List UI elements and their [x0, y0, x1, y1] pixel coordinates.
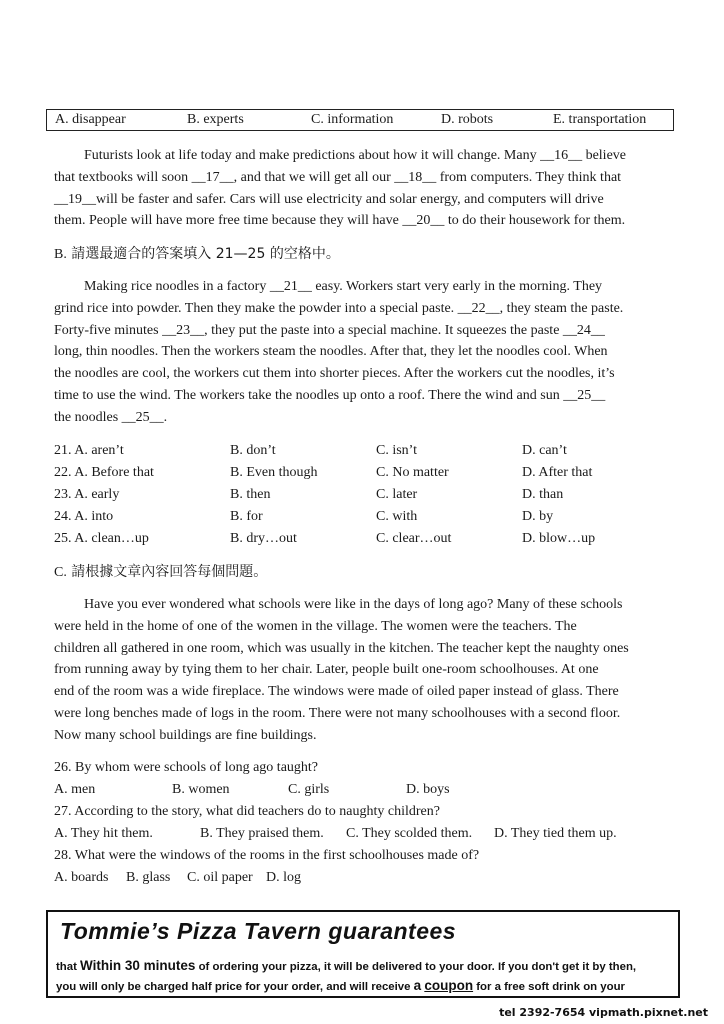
passage-schools-long-ago: [54, 594, 668, 747]
ad-text: you will only be charged half price for your order, and will receive: [56, 981, 414, 993]
option-d: D. can’t: [522, 443, 567, 458]
question-28: 28. What were the windows of the rooms in the first schoolhouses made of?: [54, 848, 480, 863]
question-27-options: [54, 823, 664, 845]
ad-emphasis: Within 30 minutes: [80, 958, 196, 973]
option-c: C. isn’t: [376, 443, 417, 458]
option-c: C. later: [376, 487, 418, 502]
ad-line-2: [56, 978, 625, 993]
pizza-ad-box: [46, 910, 680, 998]
word-bank-option-c: C. information: [311, 112, 394, 127]
passage-line: the noodles __25__.: [54, 409, 168, 425]
option-d: D. After that: [522, 465, 593, 480]
q26-option-b: B. women: [172, 782, 230, 797]
q28-option-a: A. boards: [54, 870, 109, 885]
option-a: 22. A. Before that: [54, 465, 154, 480]
q28-option-d: D. log: [266, 870, 301, 885]
passage-line: children all gathered in one room, which was usually in the kitchen. The teacher kept the naughty ones: [54, 640, 629, 656]
passage-line: __19__will be faster and safer. Cars will use electricity and solar energy, and computers will drive: [54, 191, 604, 207]
q28-option-b: B. glass: [126, 870, 171, 885]
ad-coupon-word: coupon: [424, 978, 474, 993]
q26-option-a: A. men: [54, 782, 96, 797]
passage-line: from running away by tying them to her chair. Later, people built one-room schoolhouses. At one: [54, 662, 599, 678]
word-bank-option-b: B. experts: [187, 112, 244, 127]
passage-line: Making rice noodles in a factory __21__ easy. Workers start very early in the morning. They: [84, 279, 603, 294]
option-b: B. don’t: [230, 443, 276, 458]
option-row-22: [54, 462, 674, 484]
passage-line: were held in the home of one of the women in the village. The women were the teachers. The: [54, 618, 577, 634]
option-d: D. by: [522, 509, 554, 524]
option-c: C. with: [376, 509, 418, 524]
q28-option-c: C. oil paper: [187, 870, 253, 885]
q27-option-b: B. They praised them.: [200, 826, 324, 841]
passage-line: Now many school buildings are fine buildings.: [54, 727, 317, 743]
passage-rice-noodles: [54, 276, 668, 429]
ad-text: that: [56, 961, 81, 973]
passage-line: Forty-five minutes __23__, they put the paste into a special machine. It squeezes the paste __24__: [54, 322, 605, 338]
ad-line-1: [56, 958, 636, 973]
passage-line: Have you ever wondered what schools were like in the days of long ago? Many of these schools: [84, 597, 623, 612]
option-b: B. then: [230, 487, 271, 502]
passage-futurists: [54, 145, 668, 232]
passage-line: time to use the wind. The workers take the noodles up onto a roof. There the wind and sun __25__: [54, 387, 606, 403]
question-27: 27. According to the story, what did teachers do to naughty children?: [54, 804, 440, 819]
option-row-24: [54, 506, 674, 528]
question-26-options: [54, 779, 654, 801]
option-a: 23. A. early: [54, 487, 120, 502]
question-28-options: [54, 867, 374, 889]
q26-option-d: D. boys: [406, 782, 450, 797]
section-c-heading: [54, 562, 267, 583]
word-bank-option-d: D. robots: [441, 112, 494, 127]
word-bank-option-a: A. disappear: [55, 112, 126, 127]
passage-line: grind rice into powder. Then they make the powder into a special paste. __22__, they steam the paste.: [54, 300, 624, 316]
passage-line: long, thin noodles. Then the workers steam the noodles. After that, they let the noodles cool. When: [54, 344, 608, 360]
option-d: D. than: [522, 487, 564, 502]
word-bank-box: [46, 109, 674, 131]
passage-line: the noodles are cool, the workers cut them into shorter pieces. After the workers cut the noodles, it’s: [54, 366, 615, 382]
option-d: D. blow…up: [522, 531, 596, 546]
option-a: 24. A. into: [54, 509, 114, 524]
ad-emphasis: a: [413, 978, 422, 993]
passage-line: them. People will have more free time because they will have __20__ to do their housework for them.: [54, 213, 626, 229]
section-b-heading: [54, 244, 340, 265]
passage-line: end of the room was a wide fireplace. The windows were made of oiled paper instead of glass. There: [54, 684, 619, 700]
passage-line: Futurists look at life today and make predictions about how it will change. Many __16__ believe: [84, 148, 627, 163]
option-b: B. Even though: [230, 465, 318, 480]
section-b-instruction: 請選最適合的答案填入 21—25 的空格中。: [71, 246, 340, 262]
section-b-label: B.: [54, 247, 67, 262]
option-c: C. No matter: [376, 465, 449, 480]
q27-option-d: D. They tied them up.: [494, 826, 617, 841]
ad-title: Tommie’s Pizza Tavern guarantees: [60, 918, 457, 944]
footer-contact: tel 2392-7654 vipmath.pixnet.net: [499, 1006, 708, 1019]
section-c-label: C.: [54, 565, 67, 580]
option-row-23: [54, 484, 674, 506]
options-21-25: [54, 440, 674, 550]
option-b: B. for: [230, 509, 263, 524]
option-row-25: [54, 528, 674, 550]
passage-line: that textbooks will soon __17__, and that we will get all our __18__ from computers. They think that: [54, 169, 622, 185]
option-a: 25. A. clean…up: [54, 531, 149, 546]
passage-line: were long benches made of logs in the room. There were not many schoolhouses with a second floor.: [54, 705, 621, 721]
option-b: B. dry…out: [230, 531, 297, 546]
question-26: 26. By whom were schools of long ago taught?: [54, 760, 319, 775]
q27-option-a: A. They hit them.: [54, 826, 153, 841]
ad-text: of ordering your pizza, it will be delivered to your door. If you don't get it by then,: [195, 961, 637, 973]
ad-text: for a free soft drink on your: [473, 981, 625, 993]
section-c-instruction: 請根據文章內容回答每個問題。: [71, 564, 268, 580]
q26-option-c: C. girls: [288, 782, 330, 797]
option-row-21: [54, 440, 674, 462]
word-bank-option-e: E. transportation: [553, 112, 647, 127]
option-a: 21. A. aren’t: [54, 443, 124, 458]
q27-option-c: C. They scolded them.: [346, 826, 473, 841]
option-c: C. clear…out: [376, 531, 452, 546]
